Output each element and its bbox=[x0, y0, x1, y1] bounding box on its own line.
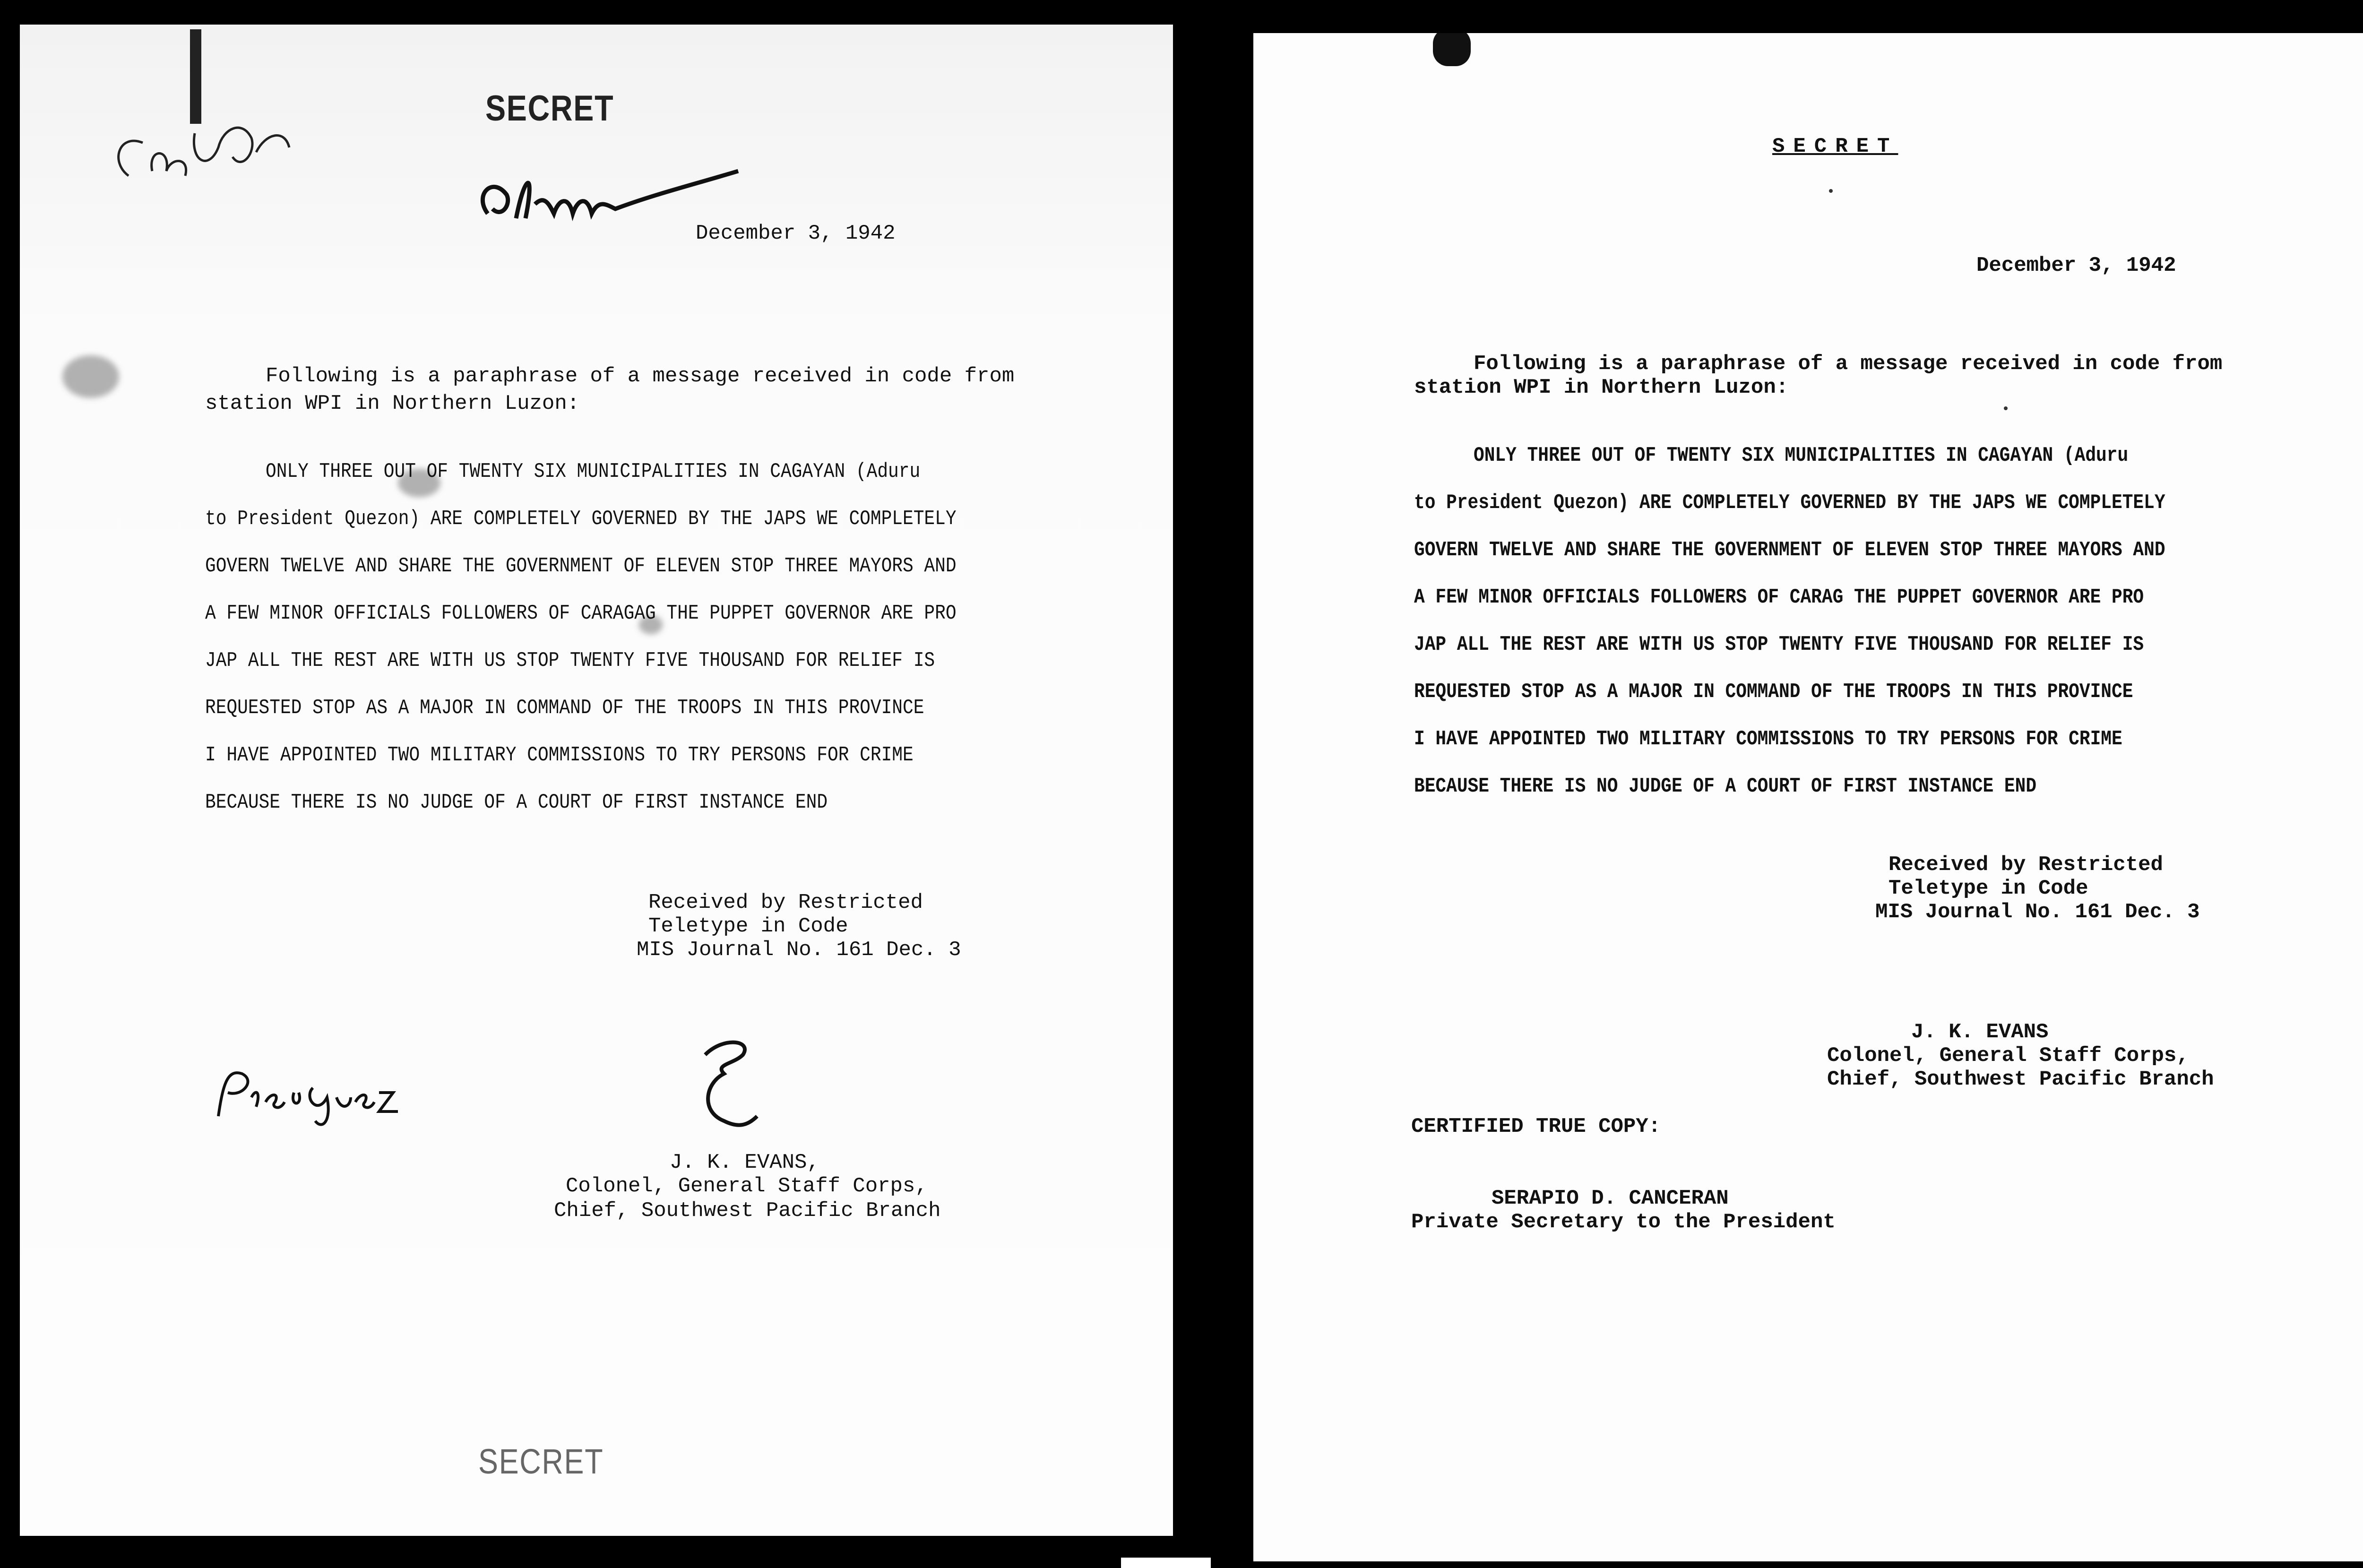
received-line: MIS Journal No. 161 Dec. 3 bbox=[637, 938, 961, 962]
secret-stamp-bottom: SECRET bbox=[478, 1442, 604, 1481]
signature-title: Colonel, General Staff Corps, bbox=[1827, 1044, 2189, 1068]
message-line: BECAUSE THERE IS NO JUDGE OF A COURT OF FIRST INSTANCE END bbox=[1414, 775, 2037, 798]
certifier-title: Private Secretary to the President bbox=[1411, 1210, 1836, 1234]
message-line: to President Quezon) ARE COMPLETELY GOVERNED BY THE JAPS WE COMPLETELY bbox=[1414, 491, 2165, 515]
signature-name: J. K. EVANS bbox=[1911, 1020, 2049, 1044]
received-line: Received by Restricted bbox=[1889, 853, 2163, 877]
message-line: I HAVE APPOINTED TWO MILITARY COMMISSIONS TO TRY PERSONS FOR CRIME bbox=[205, 743, 914, 767]
punch-hole-mark bbox=[1433, 33, 1471, 66]
message-line: REQUESTED STOP AS A MAJOR IN COMMAND OF THE TROOPS IN THIS PROVINCE bbox=[205, 696, 924, 720]
signature-branch: Chief, Southwest Pacific Branch bbox=[1827, 1068, 2214, 1091]
intro-line-1: Following is a paraphrase of a message received in code from bbox=[1474, 352, 2223, 376]
handwritten-note-pres-quezon bbox=[209, 1055, 407, 1133]
received-line: Teletype in Code bbox=[648, 914, 848, 938]
message-line: REQUESTED STOP AS A MAJOR IN COMMAND OF THE TROOPS IN THIS PROVINCE bbox=[1414, 680, 2133, 704]
handwriting-pres-quezon-graphic bbox=[209, 1055, 407, 1130]
message-line: GOVERN TWELVE AND SHARE THE GOVERNMENT OF ELEVEN STOP THREE MAYORS AND bbox=[205, 554, 957, 578]
date-line: December 3, 1942 bbox=[1976, 254, 2176, 277]
secret-stamp-top: SECRET bbox=[485, 88, 614, 129]
certified-label: CERTIFIED TRUE COPY: bbox=[1411, 1115, 1661, 1138]
message-line: A FEW MINOR OFFICIALS FOLLOWERS OF CARAG THE PUPPET GOVERNOR ARE PRO bbox=[1414, 586, 2144, 609]
received-line: Received by Restricted bbox=[648, 891, 923, 914]
message-line: JAP ALL THE REST ARE WITH US STOP TWENTY FIVE THOUSAND FOR RELIEF IS bbox=[205, 649, 935, 672]
intro-line-1: Following is a paraphrase of a message received in code from bbox=[266, 364, 1015, 388]
intro-line-2: station WPI in Northern Luzon: bbox=[1414, 376, 1789, 399]
message-line: to President Quezon) ARE COMPLETELY GOVERNED BY THE JAPS WE COMPLETELY bbox=[205, 507, 957, 531]
signature-branch: Chief, Southwest Pacific Branch bbox=[554, 1199, 941, 1223]
message-line: JAP ALL THE REST ARE WITH US STOP TWENTY FIVE THOUSAND FOR RELIEF IS bbox=[1414, 633, 2144, 656]
message-line: BECAUSE THERE IS NO JUDGE OF A COURT OF FIRST INSTANCE END bbox=[205, 791, 828, 814]
ink-smudge bbox=[62, 355, 119, 398]
scan-edge-strip bbox=[1121, 1558, 1211, 1568]
signature-name: J. K. EVANS, bbox=[670, 1151, 819, 1174]
initial-e-graphic bbox=[696, 1036, 762, 1140]
handwritten-note-cagayan bbox=[100, 77, 299, 202]
initial-mark-e bbox=[696, 1036, 762, 1142]
handwriting-cagayan-graphic bbox=[100, 77, 299, 199]
speck bbox=[1829, 189, 1833, 193]
message-line: I HAVE APPOINTED TWO MILITARY COMMISSIONS TO TRY PERSONS FOR CRIME bbox=[1414, 727, 2122, 751]
certifier-name: SERAPIO D. CANCERAN bbox=[1492, 1187, 1729, 1210]
right-document-page bbox=[1253, 33, 2363, 1561]
speck bbox=[2004, 406, 2008, 410]
left-document-page bbox=[20, 25, 1173, 1536]
message-line: GOVERN TWELVE AND SHARE THE GOVERNMENT OF ELEVEN STOP THREE MAYORS AND bbox=[1414, 538, 2165, 562]
message-line: A FEW MINOR OFFICIALS FOLLOWERS OF CARAGAG THE PUPPET GOVERNOR ARE PRO bbox=[205, 602, 957, 625]
intro-line-2: station WPI in Northern Luzon: bbox=[205, 392, 580, 415]
received-line: MIS Journal No. 161 Dec. 3 bbox=[1875, 900, 2200, 924]
date-line: December 3, 1942 bbox=[696, 222, 896, 245]
message-line: ONLY THREE OUT OF TWENTY SIX MUNICIPALITIES IN CAGAYAN (Aduru bbox=[1474, 444, 2129, 467]
secret-header: SECRET bbox=[1772, 135, 1898, 158]
signature-title: Colonel, General Staff Corps, bbox=[566, 1174, 928, 1198]
message-line: ONLY THREE OUT OF TWENTY SIX MUNICIPALITIES IN CAGAYAN (Aduru bbox=[266, 460, 921, 483]
received-line: Teletype in Code bbox=[1889, 877, 2088, 900]
